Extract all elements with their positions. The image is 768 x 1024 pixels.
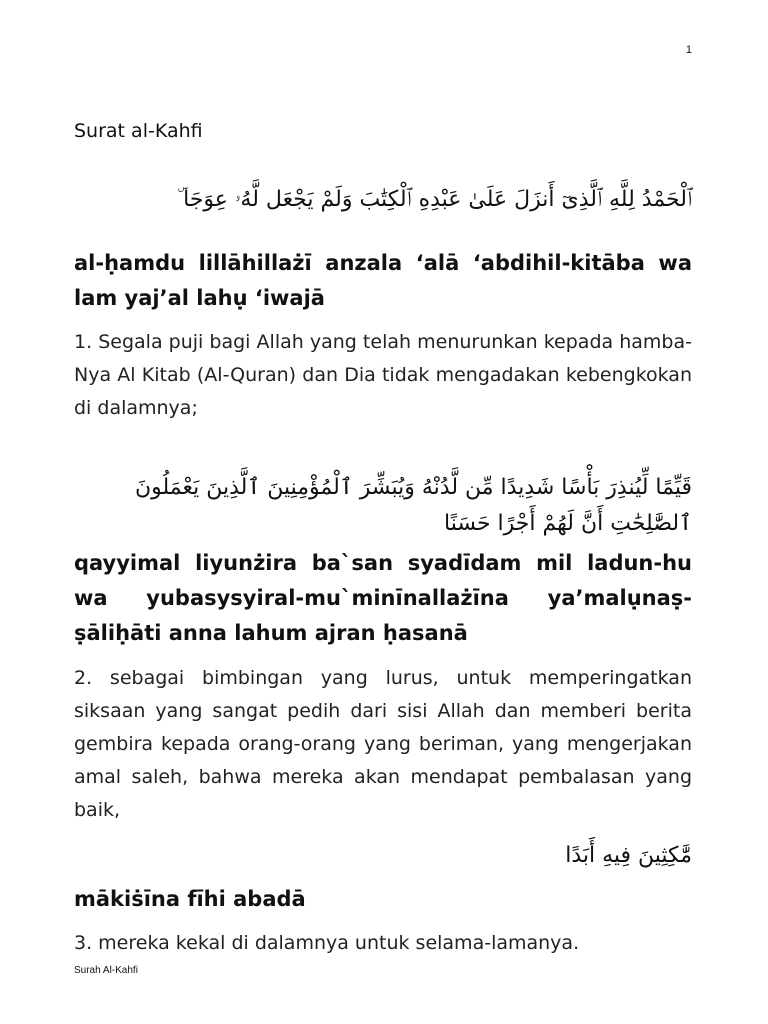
document-title: Surat al-Kahfi (74, 120, 203, 142)
page-number: 1 (685, 44, 692, 56)
verse-1 (74, 182, 692, 218)
verse-1-transliteration-block (74, 246, 692, 316)
verse-1-translation: 1. Segala puji bagi Allah yang telah menurunkan kepada hamba-Nya Al Kitab (Al-Quran) dan Dia tidak mengadakan kebengkokan di dalamnya; (74, 331, 692, 419)
verse-3-transliteration-block (74, 882, 692, 917)
verse-2-transliteration: qayyimal liyunżira ba`san syadīdam mil ladun-hu wa yubasysyiral-mu`minīnallażīna ya’malụnaṣ-ṣāliḥāti anna lahum ajran ḥasanā (74, 551, 692, 645)
verse-1-translation-block (74, 326, 692, 425)
verse-3-arabic: مَّٰكِثِينَ فِيهِ أَبَدًا (565, 843, 692, 868)
verse-3-translation-block (74, 927, 692, 960)
verse-2 (74, 470, 692, 542)
verse-3 (74, 838, 692, 874)
verse-2-transliteration-block (74, 546, 692, 651)
verse-1-arabic: ٱلْحَمْدُ لِلَّهِ ٱلَّذِىٓ أَنزَلَ عَلَىٰ عَبْدِهِ ٱلْكِتَٰبَ وَلَمْ يَجْعَل لَّهُۥ عِوَجَا ۜ (177, 187, 692, 212)
verse-3-translation: 3. mereka kekal di dalamnya untuk selama-lamanya. (74, 932, 580, 954)
verse-2-translation-block (74, 662, 692, 827)
verse-3-transliteration: mākiṡīna fīhi abadā (74, 887, 306, 911)
page-footer: Surah Al-Kahfi (74, 965, 138, 976)
verse-2-arabic: قَيِّمًا لِّيُنذِرَ بَأْسًا شَدِيدًا مِّن لَّدُنْهُ وَيُبَشِّرَ ٱلْمُؤْمِنِينَ ٱلَّذِينَ يَعْمَلُونَ ٱلصَّٰلِحَٰتِ أَنَّ لَهُمْ أَجْرًا حَسَنًا (134, 475, 692, 536)
verse-1-transliteration: al-ḥamdu lillāhillażī anzala ‘alā ‘abdihil-kitāba wa lam yaj’al lahụ ‘iwajā (74, 251, 692, 310)
verse-2-translation: 2. sebagai bimbingan yang lurus, untuk memperingatkan siksaan yang sangat pedih dari sisi Allah dan memberi berita gembira kepada orang-orang yang beriman, yang mengerjakan amal saleh, bahwa mereka akan mendapat pembalasan yang baik, (74, 667, 692, 821)
